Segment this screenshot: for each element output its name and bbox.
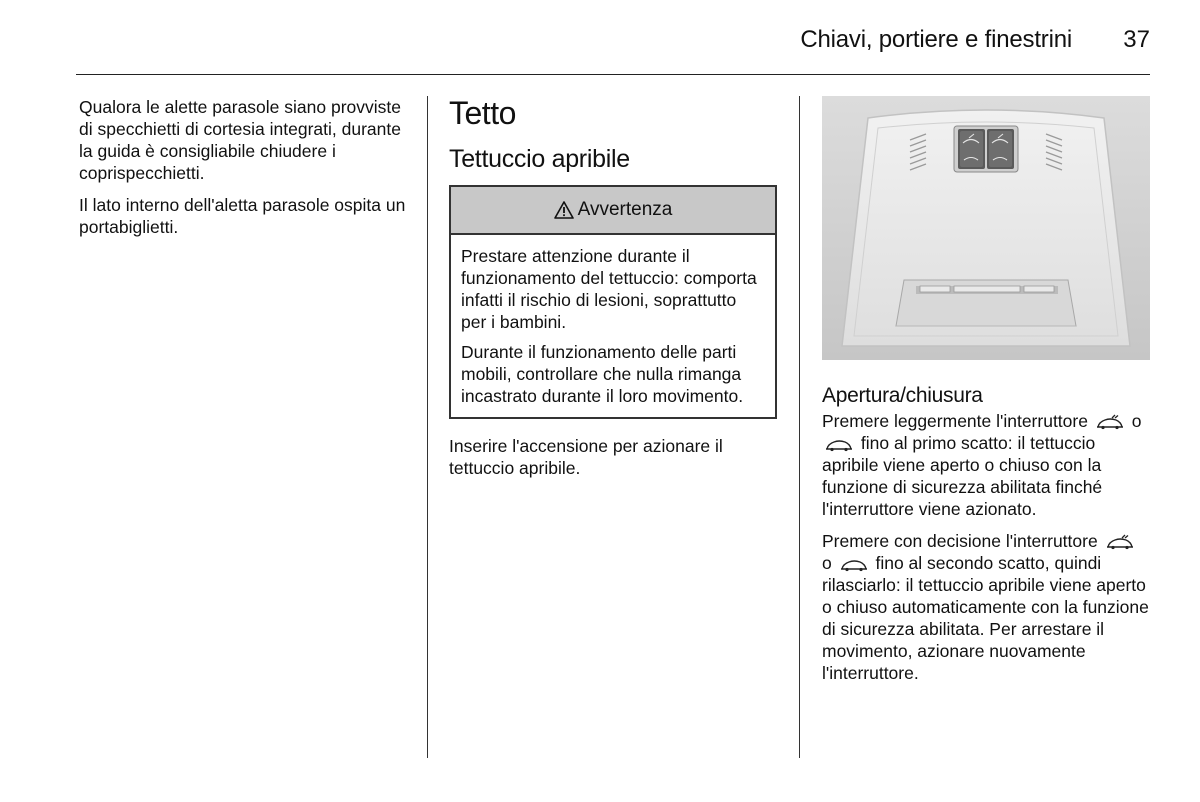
- warning-box: [449, 185, 777, 419]
- header-divider: [76, 74, 1150, 75]
- column-middle: [449, 96, 777, 489]
- sunroof-open-icon: [1095, 414, 1125, 430]
- sunroof-close-icon: [824, 436, 854, 452]
- column-divider-2: [799, 96, 800, 758]
- sunroof-open-icon: [1105, 534, 1135, 550]
- warning-header: [451, 187, 775, 235]
- column-divider-1: [427, 96, 428, 758]
- sunvisor-mirror-paragraph: Qualora le alette parasole siano provviste di specchietti di cortesia integrati, durante la guida è consigliabile chiudere i coprispecchietti.: [79, 97, 401, 183]
- sunroof-close-icon: [839, 556, 869, 572]
- warning-paragraph-2: Durante il funzionamento delle parti mobili, controllare che nulla rimanga incastrato durante il loro movimento.: [461, 342, 744, 406]
- column-right: [822, 96, 1150, 694]
- header-title: Chiavi, portiere e finestrini: [800, 26, 1072, 53]
- ticket-holder-paragraph: Il lato interno dell'aletta parasole ospita un portabiglietti.: [79, 195, 406, 237]
- warning-heading: Avvertenza: [577, 199, 673, 220]
- firm-press-paragraph: Premere con decisione l'interruttore o fino al secondo scatto, quindi rilasciarlo: il tettuccio apribile viene aperto o chiuso automaticamente con la funzione di sicurezza abilitata. Per arrestare il movimento, azionare nuovamente l'interruttore.: [822, 531, 1149, 683]
- ignition-paragraph: Inserire l'accensione per azionare il tettuccio apribile.: [449, 436, 723, 478]
- warning-body: [451, 235, 775, 417]
- page-number: 37: [1123, 26, 1150, 53]
- subsection-title: Tettuccio apribile: [449, 145, 630, 173]
- block-title: Apertura/chiusura: [822, 384, 983, 407]
- section-title: Tetto: [449, 95, 516, 131]
- warning-triangle-icon: [554, 201, 574, 219]
- sunroof-switch-photo: [822, 96, 1150, 360]
- light-press-paragraph: Premere leggermente l'interruttore o fino al primo scatto: il tettuccio apribile viene aperto o chiuso con la funzione di sicurezza abilitata finché l'interruttore viene azionato.: [822, 411, 1142, 519]
- column-left: [79, 96, 409, 248]
- warning-paragraph-1: Prestare attenzione durante il funzionamento del tettuccio: comporta infatti il rischio di lesioni, soprattutto per i bambini.: [461, 246, 757, 332]
